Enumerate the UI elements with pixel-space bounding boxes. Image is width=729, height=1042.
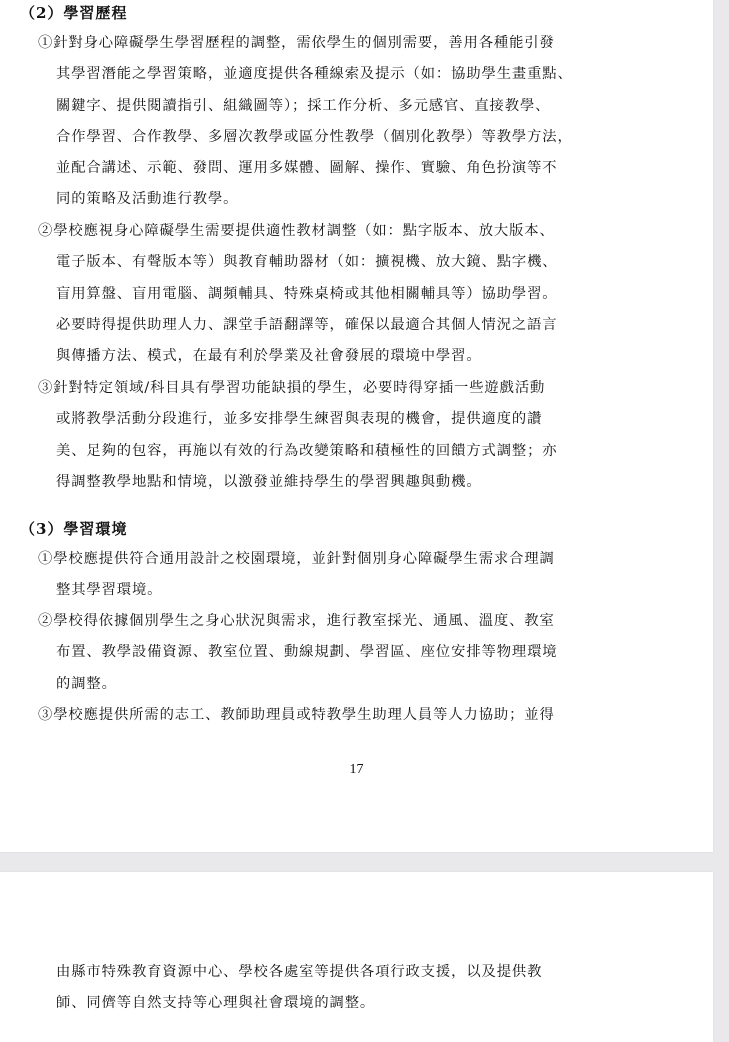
text-line: 布置、教學設備資源、教室位置、動線規劃、學習區、座位安排等物理環境 bbox=[56, 644, 558, 661]
text-line: 合作學習、合作教學、多層次教學或區分性教學（個別化教學）等教學方法， bbox=[56, 128, 573, 145]
text-line: 美、足夠的包容，再施以有效的行為改變策略和積極性的回饋方式調整；亦 bbox=[56, 442, 558, 459]
paragraph-item bbox=[38, 216, 638, 372]
text-line: 與傳播方法、模式，在最有利於學業及社會發展的環境中學習。 bbox=[56, 348, 482, 365]
text-line: 或將教學活動分段進行，並多安排學生練習與表現的機會，提供適度的讚 bbox=[56, 411, 543, 428]
paragraph-item bbox=[38, 544, 638, 607]
text-line: ③學校應提供所需的志工、教師助理員或特教學生助理人員等人力協助；並得 bbox=[38, 707, 555, 723]
paragraph-item bbox=[38, 373, 638, 498]
text-line: 並配合講述、示範、發問、運用多媒體、圖解、操作、實驗、角色扮演等不 bbox=[56, 160, 558, 177]
paragraph-continuation bbox=[56, 957, 656, 1020]
text-line: ①學校應提供符合通用設計之校園環境，並針對個別身心障礙學生需求合理調 bbox=[38, 551, 555, 567]
text-line: 由縣市特殊教育資源中心、學校各處室等提供各項行政支援，以及提供教 bbox=[56, 964, 543, 980]
text-line: 師、同儕等自然支持等心理與社會環境的調整。 bbox=[56, 995, 376, 1012]
section-heading-learning-environment: （3）學習環境 bbox=[20, 520, 128, 538]
text-line: 同的策略及活動進行教學。 bbox=[56, 191, 239, 208]
document-page-18 bbox=[0, 872, 713, 1042]
text-line: ②學校得依據個別學生之身心狀況與需求，進行教室採光、通風、溫度、教室 bbox=[38, 613, 555, 629]
text-line: ②學校應視身心障礙學生需要提供適性教材調整（如：點字版本、放大版本、 bbox=[38, 223, 555, 239]
text-line: 盲用算盤、盲用電腦、調頻輔具、特殊桌椅或其他相關輔具等）協助學習。 bbox=[56, 285, 558, 302]
text-line: 關鍵字、提供閱讀指引、組織圖等）；採工作分析、多元感官、直接教學、 bbox=[56, 97, 551, 114]
text-line: 必要時得提供助理人力、課堂手語翻譯等，確保以最適合其個人情況之語言 bbox=[56, 316, 558, 333]
paragraph-item bbox=[38, 28, 638, 216]
paragraph-item bbox=[38, 606, 638, 700]
text-line: 電子版本、有聲版本等）與教育輔助器材（如：擴視機、放大鏡、點字機、 bbox=[56, 254, 558, 271]
page-number: 17 bbox=[349, 762, 364, 777]
section-heading-learning-process: （2）學習歷程 bbox=[20, 4, 128, 22]
text-line: 其學習潛能之學習策略，並適度提供各種線索及提示（如：協助學生畫重點、 bbox=[56, 66, 573, 83]
text-line: ③針對特定領域/科目具有學習功能缺損的學生，必要時得穿插一些遊戲活動 bbox=[38, 380, 546, 396]
text-line: 的調整。 bbox=[56, 675, 117, 692]
text-line: 整其學習環境。 bbox=[56, 582, 163, 599]
text-line: ①針對身心障礙學生學習歷程的調整，需依學生的個別需要，善用各種能引發 bbox=[38, 35, 555, 51]
paragraph-item bbox=[38, 700, 638, 731]
text-line: 得調整教學地點和情境，以激發並維持學生的學習興趣與動機。 bbox=[56, 473, 482, 490]
